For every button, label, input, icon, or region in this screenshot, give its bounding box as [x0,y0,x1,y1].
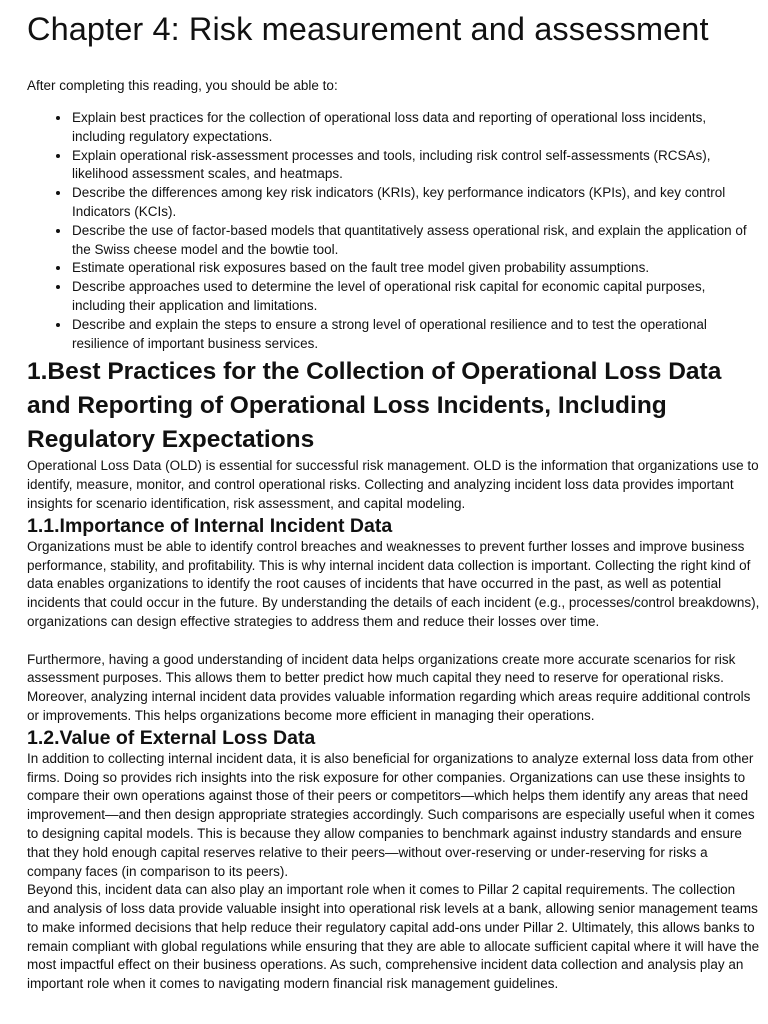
section-1-2-paragraph-2: Beyond this, incident data can also play an important role when it comes to Pillar 2 capital requirements. The collection and analysis of loss data provide valuable insight into operational risk levels at a bank, allowing senior management teams to make informed decisions that help reduce their regulatory capital add-ons under Pillar 2. Ultimately, this allows banks to remain compliant with global regulations while ensuring that they are able to allocate sufficient capital where it will have the most impactful effect on their business operations. As such, comprehensive incident data collection and analysis play an important role when it comes to navigating modern financial risk management guidelines. [27,882,760,992]
objective-item: • Explain operational risk-assessment processes and tools, including risk control self-assessments (RCSAs), likelihood assessment scales, and heatmaps. [71,147,760,185]
chapter-title: Chapter 4: Risk measurement and assessment [27,11,709,47]
section-1-heading: 1.Best Practices for the Collection of Operational Loss Data and Reporting of Operational Loss Incidents, Including Regulatory Expectations [27,358,722,454]
section-1-paragraph: Operational Loss Data (OLD) is essential for successful risk management. OLD is the information that organizations use to identify, measure, monitor, and control operational risks. Collecting and analyzing incident loss data provides important insights for scenario identification, risk assessment, and capital modeling. [27,458,759,511]
objective-item: • Describe the differences among key risk indicators (KRIs), key performance indicators (KPIs), and key control Indicators (KCIs). [71,184,760,222]
learning-objectives-list [27,109,760,353]
paragraph-spacer [27,632,760,651]
objective-item: • Describe and explain the steps to ensure a strong level of operational resilience and to test the operational resilience of important business services. [71,316,760,354]
objective-item: • Describe the use of factor-based models that quantitatively assess operational risk, and explain the application of the Swiss cheese model and the bowtie tool. [71,222,760,260]
objective-item: • Describe approaches used to determine the level of operational risk capital for economic capital purposes, including their application and limitations. [71,278,760,316]
section-1-1-heading: 1.1.Importance of Internal Incident Data [27,514,393,537]
section-1-2-heading: 1.2.Value of External Loss Data [27,726,316,749]
section-1-2-paragraph-1: In addition to collecting internal incident data, it is also beneficial for organizations to analyze external loss data from other firms. Doing so provides rich insights into the risk exposure for other companies. Organizations can use these insights to compare their own operations against those of their peers or competitors—which helps them identify any areas that need improvement—and then design appropriate strategies accordingly. Such comparisons are especially useful when it comes to designing capital models. This is because they allow companies to benchmark against industry standards and ensure that they hold enough capital reserves relative to their peers—without over-reserving or under-reserving for risks a company faces (in comparison to its peers). [27,750,755,879]
section-1-1-paragraph-1: Organizations must be able to identify control breaches and weaknesses to prevent further losses and improve business performance, stability, and profitability. This is why internal incident data collection is important. Collecting the right kind of data enables organizations to identify the root causes of incidents that have occurred in the past, as well as potential incidents that could occur in the future. By understanding the details of each incident (e.g., processes/control breakdowns), organizations can design effective strategies to address them and reduce their losses over time. [27,538,760,629]
section-1-1-paragraph-2: Furthermore, having a good understanding of incident data helps organizations create more accurate scenarios for risk assessment purposes. This allows them to better predict how much capital they need to reserve for operational risks. Moreover, analyzing internal incident data provides valuable information regarding which areas require additional controls or improvements. This helps organizations become more efficient in managing their operations. [27,651,751,723]
intro-text: After completing this reading, you should be able to: [27,78,338,93]
objective-item: • Estimate operational risk exposures based on the fault tree model given probability assumptions. [71,259,760,278]
objective-item: • Explain best practices for the collection of operational loss data and reporting of operational loss incidents, including regulatory expectations. [71,109,760,147]
